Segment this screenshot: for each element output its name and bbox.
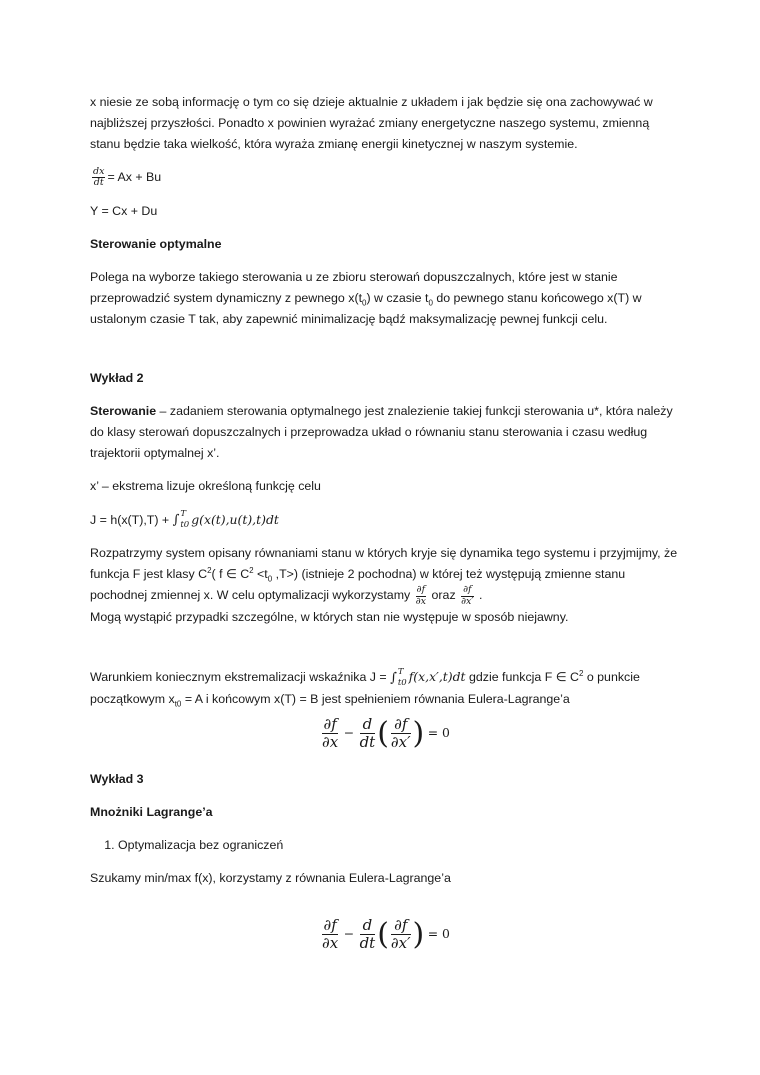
paragraph-state-intro: x niesie ze sobą informację o tym co się dzieje aktualnie z układem i jak będzie się ona zachowywać w najbliższej przyszłości. Ponadto x powinien wyrażać zmiany energetyczne naszego systemu, zmienną stanu będzie taka wielkość, która wyraża zmianę energii kinetycznej w naszym systemie. <box>90 95 653 151</box>
paragraph-system: Rozpatrzymy system opisany równaniami stanu w których kryje się dynamika tego systemu i przyjmijmy, że funkcja F jest klasy $C^2$( f ∈ $C^2 <t_0$ ,T>) (istnieje 2 pochodna) w której też występują zmienne stanu pochodnej zmiennej x. W celu optymalizacji wykorzystamy $\frac{\partial f}{\partial x}$ oraz $\frac{\partial f}{\partial x'}$ . <box>90 546 678 607</box>
fraction-df-dxprime: $\frac{\partial f}{\partial x'}$ <box>461 584 474 607</box>
heading-sterowanie-optymalne: Sterowanie optymalne <box>90 236 222 251</box>
euler-lagrange-equation: $\frac{\partial f}{\partial x}$ − $\frac{d}{dt}$ ( $\frac{\partial f}{\partial x'}$ ) = 0 <box>322 916 450 952</box>
fraction-df-dxprime: $\frac{\partial f}{\partial x'}$ <box>390 715 411 751</box>
list-item: 1. Optymalizacja bez ograniczeń <box>118 835 680 856</box>
fraction-df-dx: $\frac{\partial f}{\partial x}$ <box>322 916 339 952</box>
fraction-df-dx: $\frac{\partial f}{\partial x}$ <box>415 584 427 607</box>
paragraph-optimal-control: Polega na wyborze takiego sterowania u ze zbioru sterowań dopuszczalnych, które jest w stanie przeprowadzić system dynamiczny z pewnego $x(t_0)$ w czasie $t_0$ do pewnego stanu końcowego x(T) w ustalonym czasie T tak, aby zapewnić minimalizację bądź maksymalizację pewnej funkcji celu. <box>90 269 642 326</box>
numbered-list <box>90 835 680 856</box>
fraction-d-dt: $\frac{d}{dt}$ <box>359 715 376 751</box>
heading-wyklad-3: Wykład 3 <box>90 771 144 786</box>
fraction-d-dt: $\frac{d}{dt}$ <box>359 916 376 952</box>
fraction-df-dxprime: $\frac{\partial f}{\partial x'}$ <box>390 916 411 952</box>
paragraph-extremum: x’ – ekstrema lizuje określoną funkcję celu <box>90 478 321 493</box>
paragraph-special-cases: Mogą wystąpić przypadki szczególne, w których stan nie występuje w sposób niejawny. <box>90 610 569 625</box>
fraction-dx-dt: $\frac{dx}{dt}$ <box>93 166 105 189</box>
paragraph-sterowanie: Sterowanie – zadaniem sterowania optymalnego jest znalezienie takiej funkcji sterowania u*, która należy do klasy sterowań dopuszczalnych i przeprowadza układ o równaniu stanu sterowania i czasu według trajektorii optymalnej x’. <box>90 403 673 460</box>
document-page <box>90 92 680 958</box>
heading-mnozniki-lagrangea: Mnożniki Lagrange’a <box>90 804 213 819</box>
equation-state: $\frac{dx}{dt}$ = Ax + Bu <box>93 166 162 189</box>
equation-output: Y = Cx + Du <box>90 203 158 218</box>
euler-lagrange-equation: $\frac{\partial f}{\partial x}$ − $\frac{d}{dt}$ ( $\frac{\partial f}{\partial x'}$ ) = 0 <box>322 715 450 751</box>
heading-wyklad-2: Wykład 2 <box>90 370 144 385</box>
integral-sign: ∫ T t0 <box>172 509 190 531</box>
fraction-df-dx: $\frac{\partial f}{\partial x}$ <box>322 715 339 751</box>
paragraph-necessary-condition: Warunkiem koniecznym ekstremalizacji wskaźnika J = ∫ T t0 f(x,x′,t)dt gdzie funkcja F ∈ $C^2$ o punkcie początkowym $x_{t0} = A$ i końcowym x(T) = B jest spełnieniem równania Eulera-Lagrange’a <box>90 666 640 709</box>
integral-sign: ∫ T t0 <box>390 666 407 688</box>
equation-J-functional: J = h(x(T),T) + ∫ T t0 g(x(t),u(t),t)dt <box>90 509 279 531</box>
paragraph-min-max: Szukamy min/max f(x), korzystamy z równania Eulera-Lagrange’a <box>90 870 451 885</box>
